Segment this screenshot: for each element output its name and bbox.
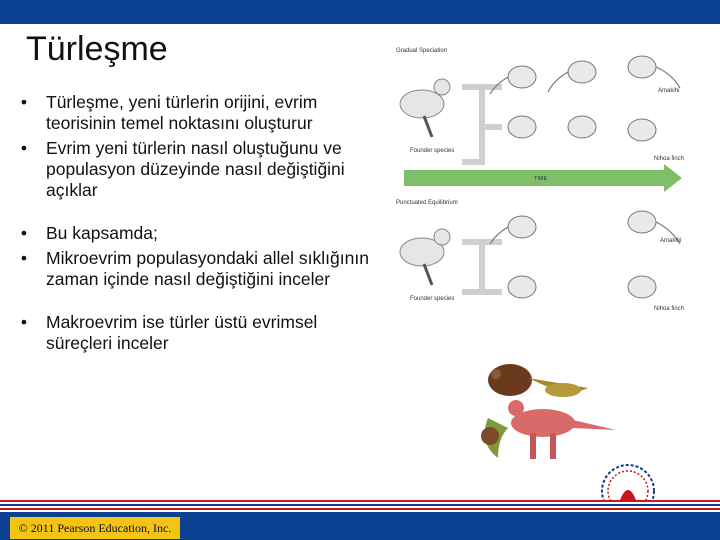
top-bar [0, 0, 720, 24]
nihoa-label-top: Nihoa finch [654, 156, 685, 162]
amakihi-label-bottom: Amakihi [660, 238, 682, 244]
bullet-item [14, 92, 384, 134]
copyright-notice: © 2011 Pearson Education, Inc. [10, 517, 180, 539]
bullet-text: türler üstü evrimsel süreçleri inceler [46, 312, 318, 353]
bullet-bold: Mikroevrim [46, 248, 132, 268]
bullet-list [14, 92, 384, 354]
gradual-speciation-label: Gradual Speciation [396, 48, 448, 54]
bullet-dot: • [20, 248, 28, 268]
bullet-dot: • [20, 92, 28, 112]
time-label: TIME [534, 176, 548, 182]
bullet-text: , yeni türlerin orijini, evrim teorisinin temel noktasını oluşturur [46, 92, 318, 133]
bullet-bold: Makroevrim ise [46, 312, 165, 332]
bullet-bold: Türleşme [46, 92, 119, 112]
evolution-illustration [468, 358, 618, 468]
bullet-dot: • [20, 223, 28, 243]
nihoa-label-bottom: Nihoa finch [654, 306, 685, 312]
amakihi-label-top: Amakihi [658, 88, 680, 94]
bullet-dot: • [20, 312, 28, 332]
bullet-text: Evrim yeni türlerin nasıl oluştuğunu ve populasyon düzeyinde nasıl değiştiğini açıklar [46, 138, 345, 200]
speciation-diagram [392, 42, 692, 322]
speciation-figure [392, 42, 692, 322]
bullet-item [14, 138, 384, 201]
founder-label-top: Founder species [410, 148, 455, 154]
footer-stripe [0, 500, 720, 514]
dinosaur-bird-illustration [468, 358, 618, 468]
founder-label-bottom: Founder species [410, 296, 455, 302]
bullet-text: populasyondaki allel sıklığının zaman içinde nasıl değiştiğini inceler [46, 248, 369, 289]
bullet-item [14, 223, 384, 244]
bullet-item [14, 312, 384, 354]
punctuated-equilibrium-label: Punctuated Equilibrium [396, 200, 458, 206]
slide-title: Türleşme [26, 30, 168, 68]
bullet-text: Bu kapsamda; [46, 223, 158, 243]
bullet-item [14, 248, 384, 290]
bullet-dot: • [20, 138, 28, 158]
